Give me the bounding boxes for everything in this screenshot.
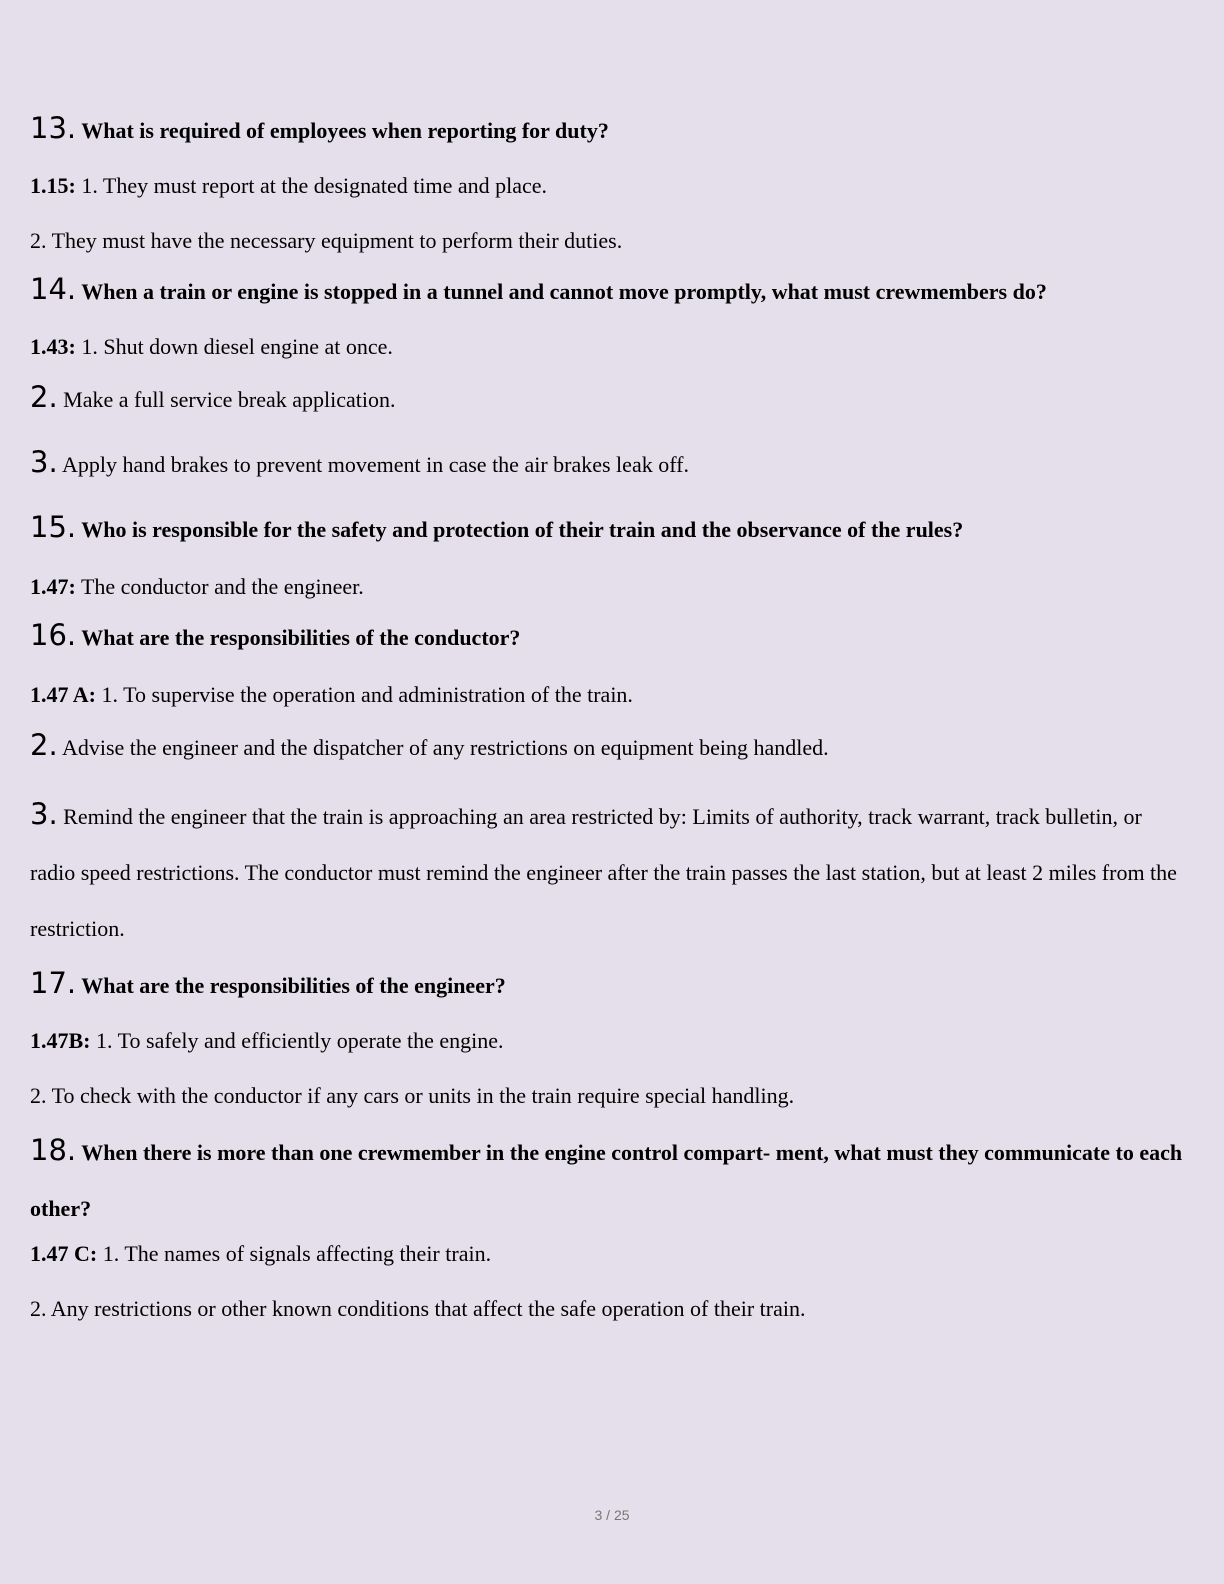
answer-text: 1. Shut down diesel engine at once.	[81, 334, 393, 359]
question-number: 14.	[30, 272, 77, 306]
step-text: Apply hand brakes to prevent movement in case the air brakes leak off.	[61, 452, 689, 477]
answer-18-line-2: 2. Any restrictions or other known conditions that affect the safe operation of their train.	[30, 1296, 806, 1321]
answer-15-line-1	[30, 570, 1190, 603]
answer-16-line-1	[30, 678, 1190, 711]
rule-reference: 1.47:	[30, 574, 76, 599]
answer-17-line-2: 2. To check with the conductor if any cars or units in the train require special handling.	[30, 1083, 795, 1108]
question-number: 18.	[30, 1133, 77, 1167]
answer-text: 1. The names of signals affecting their train.	[102, 1241, 492, 1266]
step-text: Make a full service break application.	[63, 387, 396, 412]
answer-16-step-3	[30, 786, 1190, 957]
question-15	[30, 505, 1190, 552]
question-number: 16.	[30, 618, 77, 652]
question-text: When there is more than one crewmember in the engine control compart- ment, what must they communicate to each other?	[30, 1140, 1183, 1221]
answer-18-line-1	[30, 1237, 1190, 1270]
rule-reference: 1.15:	[30, 173, 76, 198]
step-text: Advise the engineer and the dispatcher of any restrictions on equipment being handled.	[61, 735, 829, 760]
question-18	[30, 1122, 1190, 1237]
answer-13-line-1	[30, 169, 1190, 202]
answer-text: 1. They must report at the designated time and place.	[81, 173, 548, 198]
question-text: When a train or engine is stopped in a tunnel and cannot move promptly, what must crewmembers do?	[81, 279, 1047, 304]
answer-text: 1. To safely and efficiently operate the engine.	[96, 1028, 504, 1053]
answer-14-line-1	[30, 330, 1190, 363]
answer-text: 1. To supervise the operation and administration of the train.	[101, 682, 633, 707]
step-number: 2.	[30, 728, 58, 762]
question-text: Who is responsible for the safety and protection of their train and the observance of the rules?	[81, 517, 964, 542]
answer-17-line-1	[30, 1024, 1190, 1057]
question-14	[30, 267, 1190, 314]
step-number: 2.	[30, 380, 58, 414]
question-16	[30, 613, 1190, 660]
answer-14-step-3	[30, 446, 1190, 481]
rule-reference: 1.47 A:	[30, 682, 96, 707]
answer-16-step-2	[30, 729, 1190, 764]
step-number: 3.	[30, 445, 58, 479]
answer-text: The conductor and the engineer.	[80, 574, 364, 599]
page-number: 3 / 25	[594, 1507, 630, 1523]
rule-reference: 1.47 C:	[30, 1241, 98, 1266]
rule-reference: 1.47B:	[30, 1028, 91, 1053]
question-number: 15.	[30, 510, 77, 544]
question-text: What are the responsibilities of the conductor?	[81, 625, 521, 650]
question-13	[30, 106, 1190, 153]
step-text: Remind the engineer that the train is approaching an area restricted by: Limits of authority, track warrant, track bulletin, or radio speed restrictions. The conductor must remind the engineer after the train passes the last station, but at least 2 miles from the restriction.	[30, 804, 1177, 941]
question-17	[30, 961, 1190, 1008]
answer-14-step-2	[30, 381, 1190, 416]
document-page	[30, 106, 1190, 1347]
step-number: 3.	[30, 797, 58, 831]
question-text: What are the responsibilities of the engineer?	[81, 973, 506, 998]
rule-reference: 1.43:	[30, 334, 76, 359]
question-number: 17.	[30, 966, 77, 1000]
question-text: What is required of employees when reporting for duty?	[81, 118, 609, 143]
question-number: 13.	[30, 111, 77, 145]
answer-13-line-2: 2. They must have the necessary equipment to perform their duties.	[30, 228, 623, 253]
